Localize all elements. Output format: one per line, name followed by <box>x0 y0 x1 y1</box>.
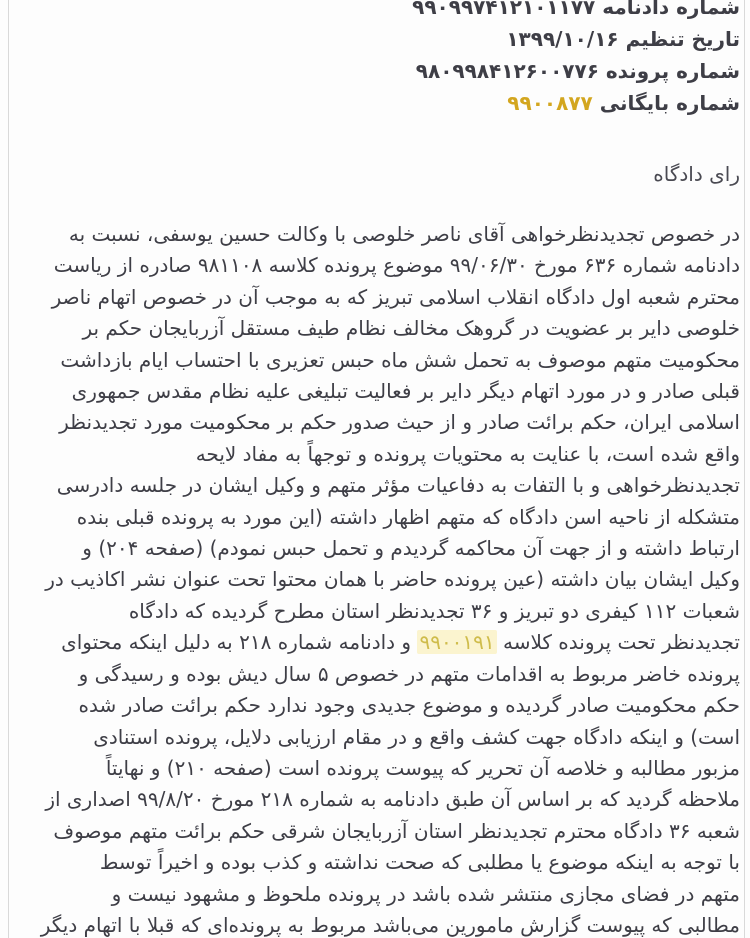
document-header <box>19 0 740 119</box>
ruling-body-line: است) و اینکه دادگاه جهت کشف واقع و در مقام ارزیابی دلایل، پرونده استنادی <box>93 724 740 749</box>
ruling-body-line: ارتباط داشته و از جهت آن محاکمه گردیدم و تحمل حبس نمودم) (صفحه ۲۰۴) و <box>82 536 740 561</box>
ruling-body <box>19 219 740 938</box>
ruling-body-line: متهم در فضای مجازی منتشر شده باشد در پرونده ملحوظ و مشهود نیست و <box>111 881 740 906</box>
ruling-body-line: حکم محکومیت صادر گردیده و موضوع جدیدی وجود ندارد حکم برائت صادر شده <box>78 693 740 718</box>
highlighted-case-number: ۹۹۰۰۱۹۱ <box>419 630 495 655</box>
ruling-body-line: ملاحظه گردید که بر اساس آن طبق دادنامه به شماره ۲۱۸ مورخ ۹۹/۸/۲۰ اصداری از <box>45 787 740 812</box>
ruling-body-line: تجدیدنظر تحت پرونده کلاسه ۹۹۰۰۱۹۱ و دادنامه شماره ۲۱۸ به دلیل اینکه محتوای <box>61 630 740 655</box>
ruling-body-line: تجدیدنظرخواهی و با التفات به دفاعیات مؤثر متهم و وکیل ایشان در جلسه دادرسی <box>56 473 740 498</box>
ruling-body-line: واقع شده است، با عنایت به محتویات پرونده و توجهاً به مفاد لایحه <box>195 441 740 466</box>
header-row-label: شماره دادنامه <box>595 0 740 19</box>
header-row-label: تاریخ تنظیم <box>618 27 740 51</box>
header-row-label: شماره بایگانی <box>592 91 740 115</box>
ruling-body-line: پرونده خاضر مربوط به اقدامات متهم در خصوص ۵ سال دیش بوده و رسیدگی و <box>78 661 740 686</box>
ruling-body-line: در خصوص تجدیدنظرخواهی آقای ناصر خلوصی با وکالت حسین یوسفی، نسبت به <box>68 222 740 246</box>
ruling-body-line: محکومیت متهم موصوف به تحمل شش ماه حبس تعزیری با احتساب ایام بازداشت <box>60 347 740 372</box>
header-row-label: شماره پرونده <box>598 59 740 83</box>
header-row-value: ۱۳۹۹/۱۰/۱۶ <box>506 27 619 51</box>
ruling-body-line: قبلی صادر و در مورد اتهام دیگر دایر بر فعالیت تبلیغی علیه نظام مقدس جمهوری <box>71 379 740 404</box>
ruling-heading: رای دادگاه <box>653 162 740 186</box>
ruling-body-line: محترم شعبه اول دادگاه انقلاب اسلامی تبریز که به موجب آن در خصوص اتهام ناصر <box>51 284 740 309</box>
header-row-value: ۹۹۰۰۸۷۷ <box>507 91 593 115</box>
ruling-body-line: اسلامی ایران، حکم برائت صادر و از حیث صدور حکم بر محکومیت مورد تجدیدنظر <box>59 410 740 435</box>
ruling-body-line: با توجه به اینکه موضوع یا مطلبی که صحت نداشته و کذب بوده و اخیراً توسط <box>99 850 740 875</box>
header-row <box>19 23 740 55</box>
ruling-body-line: متشکله از ناحیه اسن دادگاه که متهم اظهار داشته (این مورد به پرونده قبلی بنده <box>76 504 740 529</box>
header-row <box>19 55 740 87</box>
ruling-body-line: خلوصی دایر بر عضویت در گروهک مخالف نظام طیف مستقل آزربایجان حکم بر <box>82 316 740 341</box>
header-row-value: ۹۸۰۹۹۸۴۱۲۶۰۰۷۷۶ <box>415 59 599 83</box>
ruling-body-line: وکیل ایشان بیان داشته (عین پرونده حاضر با همان محتوا تحت عنوان نشر اکاذیب در <box>45 567 740 592</box>
ruling-body-line: دادنامه شماره ۶۳۶ مورخ ۹۹/۰۶/۳۰ موضوع پرونده کلاسه ۹۸۱۱۰۸ صادره از ریاست <box>53 253 740 278</box>
header-row-value: ۹۹۰۹۹۷۴۱۲۱۰۱۱۷۷ <box>412 0 596 19</box>
document-sheet <box>8 0 745 938</box>
ruling-body-line: شعبه ۳۶ دادگاه محترم تجدیدنظر استان آزربایجان شرقی حکم برائت متهم موصوف <box>53 818 740 843</box>
header-row <box>19 0 740 23</box>
header-row <box>19 87 740 119</box>
ruling-body-line: شعبات ۱۱۲ کیفری دو تبریز و ۳۶ تجدیدنظر استان مطرح گردیده که دادگاه <box>128 598 740 623</box>
ruling-body-line: مزبور مطالبه و خلاصه آن تحریر که پیوست پرونده است (صفحه ۲۱۰) و نهایتاً <box>105 755 740 780</box>
ruling-body-line: مطالبی که پیوست گزارش مامورین می‌باشد مربوط به پرونده‌ای که قبلا با اتهام دیگر <box>40 912 740 937</box>
